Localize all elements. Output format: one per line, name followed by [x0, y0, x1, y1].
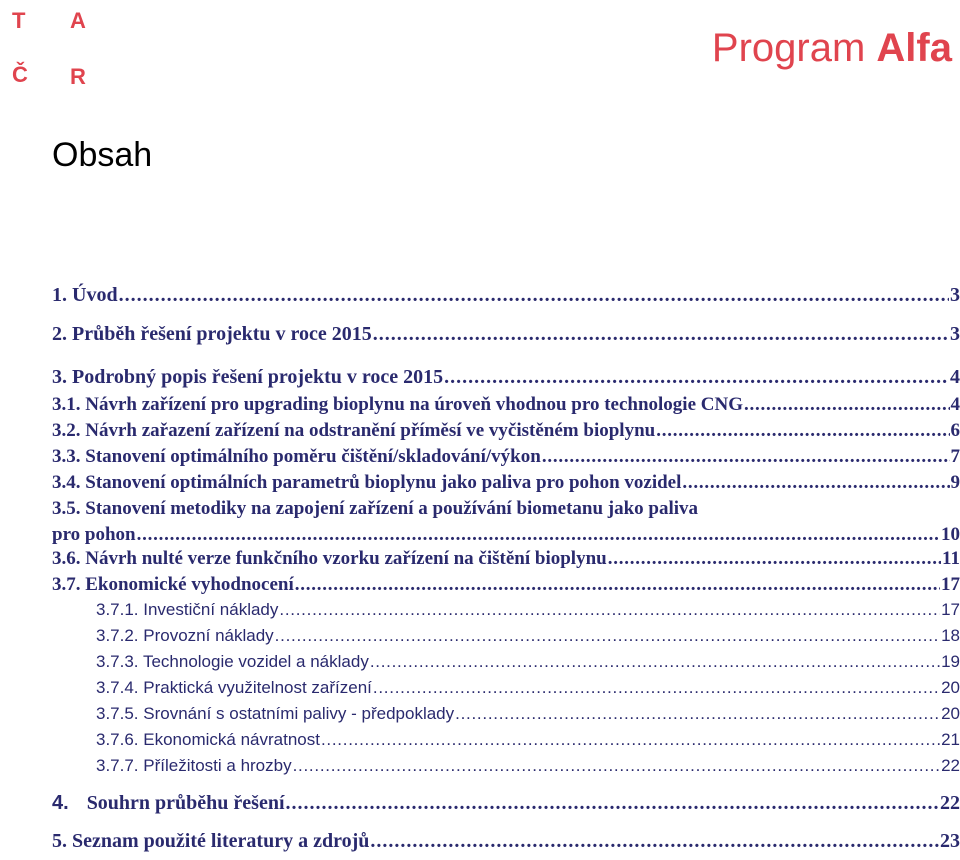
dot-leader — [373, 678, 940, 698]
toc-entry-page: 10 — [941, 524, 960, 545]
toc-entry-label: 3.4. Stanovení optimálních parametrů bioplynu jako paliva pro pohon vozidel — [52, 472, 682, 493]
toc-entry[interactable] — [52, 830, 960, 853]
toc-entry-page: 17 — [941, 574, 960, 595]
toc-entry-page: 19 — [941, 652, 960, 671]
toc-entry-text: Souhrn průběhu řešení — [86, 792, 285, 814]
toc-entry[interactable] — [52, 323, 960, 346]
dot-leader — [295, 574, 940, 596]
program-alfa-logo — [712, 28, 952, 68]
toc-entry[interactable] — [52, 792, 960, 815]
dot-leader — [744, 394, 950, 416]
toc-entry[interactable] — [96, 600, 960, 620]
toc-entry[interactable] — [52, 548, 960, 570]
toc-entry-page: 4 — [950, 366, 960, 388]
dot-leader — [286, 792, 939, 815]
dot-leader — [293, 756, 940, 776]
dot-leader — [455, 704, 940, 724]
toc-entry-label: 3.3. Stanovení optimálního poměru čištění/skladování/výkon — [52, 446, 541, 467]
toc-entry[interactable] — [96, 652, 960, 672]
toc-entry-page: 22 — [940, 792, 960, 814]
toc-entry-label: 3. Podrobný popis řešení projektu v roce 2015 — [52, 366, 444, 388]
toc-entry-number: 4. — [52, 792, 69, 814]
logo-letter-c: Č — [12, 62, 28, 87]
program-word: Program — [711, 26, 866, 70]
toc-entry-page: 21 — [941, 730, 960, 749]
toc-entry[interactable] — [52, 446, 960, 468]
logo-letter-r: R — [70, 64, 86, 89]
toc-entry-label: 3.7.5. Srovnání s ostatními palivy - předpoklady — [96, 704, 455, 723]
toc-entry-label: 3.7.6. Ekonomická návratnost — [96, 730, 320, 749]
dot-leader — [370, 652, 940, 672]
toc-entry[interactable] — [96, 704, 960, 724]
logo-letter-a: A — [70, 8, 86, 33]
toc-entry-label: 3.7.3. Technologie vozidel a náklady — [96, 652, 369, 671]
dot-leader — [119, 284, 949, 307]
toc-entry[interactable] — [52, 284, 960, 307]
toc-entry-label: 3.6. Návrh nulté verze funkčního vzorku zařízení na čištění bioplynu — [52, 548, 607, 569]
toc-entry-page: 18 — [941, 626, 960, 645]
dot-leader — [370, 830, 939, 853]
tacr-logo — [10, 6, 90, 90]
toc-entry-page: 4 — [950, 394, 960, 415]
dot-leader — [444, 366, 949, 389]
toc-entry-page: 3 — [950, 323, 960, 345]
toc-entry-page: 11 — [942, 548, 960, 569]
toc-entry-label: 3.7. Ekonomické vyhodnocení — [52, 574, 294, 595]
toc-entry-page: 9 — [950, 472, 960, 493]
dot-leader — [656, 420, 949, 442]
toc-entry-label: 1. Úvod — [52, 284, 118, 306]
toc-entry-page: 22 — [941, 756, 960, 775]
alfa-word: Alfa — [876, 26, 952, 70]
toc-entry-label: 3.7.7. Příležitosti a hrozby — [96, 756, 292, 775]
toc-entry[interactable] — [52, 472, 960, 494]
toc-entry-label: 5. Seznam použité literatury a zdrojů — [52, 830, 370, 852]
dot-leader — [682, 472, 949, 494]
dot-leader — [373, 323, 949, 346]
toc-entry-page: 23 — [940, 830, 960, 852]
toc-entry-label: pro pohon — [52, 524, 136, 545]
toc-entry-page: 3 — [950, 284, 960, 306]
toc-entry[interactable] — [96, 626, 960, 646]
toc-entry-label — [52, 792, 285, 815]
dot-leader — [542, 446, 950, 468]
toc-entry[interactable] — [52, 366, 960, 389]
toc-entry[interactable] — [52, 524, 960, 546]
page-title: Obsah — [52, 136, 153, 174]
toc-entry-label: 3.1. Návrh zařízení pro upgrading bioplynu na úroveň vhodnou pro technologie CNG — [52, 394, 743, 415]
toc-entry-page: 6 — [950, 420, 960, 441]
toc-entry[interactable] — [52, 420, 960, 442]
dot-leader — [608, 548, 941, 570]
toc-entry-page: 20 — [941, 704, 960, 723]
toc-entry-label: 3.7.4. Praktická využitelnost zařízení — [96, 678, 372, 697]
toc-entry-label: 3.2. Návrh zařazení zařízení na odstranění příměsí ve vyčistěném bioplynu — [52, 420, 656, 441]
toc-entry[interactable] — [96, 730, 960, 750]
toc-entry-label: 2. Průběh řešení projektu v roce 2015 — [52, 323, 372, 345]
logo-letter-t: T — [12, 8, 26, 33]
dot-leader — [137, 524, 940, 546]
toc-entry-page: 17 — [941, 600, 960, 619]
toc-entry[interactable] — [96, 678, 960, 698]
toc-entry[interactable] — [52, 394, 960, 416]
toc-entry-label: 3.7.1. Investiční náklady — [96, 600, 279, 619]
toc-entry-page: 7 — [950, 446, 960, 467]
dot-leader — [279, 600, 940, 620]
toc-entry-page: 20 — [941, 678, 960, 697]
toc-entry-label: 3.7.2. Provozní náklady — [96, 626, 274, 645]
toc-entry-label-line1[interactable]: 3.5. Stanovení metodiky na zapojení zařízení a používání biometanu jako paliva — [52, 498, 699, 519]
dot-leader — [321, 730, 940, 750]
toc-entry[interactable] — [96, 756, 960, 776]
toc-entry[interactable] — [52, 574, 960, 596]
dot-leader — [275, 626, 940, 646]
